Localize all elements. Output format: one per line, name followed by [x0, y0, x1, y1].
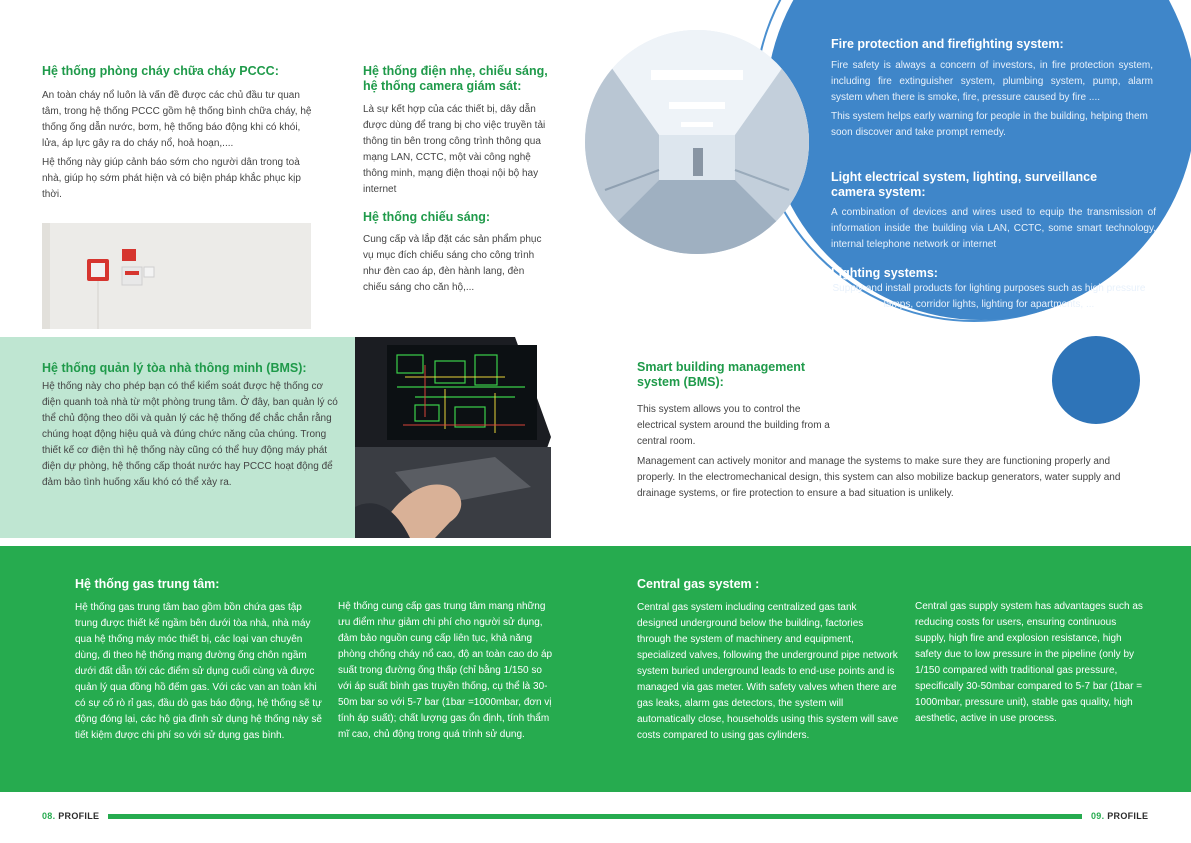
- light-current-section-vi: [363, 64, 563, 198]
- footer-right-page-number: 09.: [1091, 811, 1105, 821]
- pccc-section-vi: [42, 64, 312, 203]
- en-lighting-title: Lighting systems:: [831, 266, 938, 280]
- gas-section-en-2: [915, 599, 1145, 727]
- en-fire-paragraph-1: Fire safety is always a concern of investors, in fire protection system, including fire extinguisher system, plumbing system, pump, alarm system when there is smoke, fire, pressure caused by fire ....: [831, 60, 1153, 103]
- gas-section-vi: [75, 577, 325, 744]
- en-light-current-paragraph: A combination of devices and wires used to equip the transmission of information inside the building via LAN, CCTC, some smart technology, internal telephone network or internet: [831, 207, 1156, 250]
- en-bms-title: Smart building management system (BMS):: [637, 360, 806, 389]
- en-fire-title: Fire protection and firefighting system:: [831, 37, 1064, 51]
- fire-alarm-photo: [42, 223, 311, 329]
- light-current-paragraph: Là sự kết hợp của các thiết bị, dây dẫn được dùng để trang bị cho việc truyền tải thông tin bên trong công trình thông qua mạng LAN, CCTC, một vài công nghệ thông minh, mạng điện thoại nội bộ hay internet: [363, 104, 546, 195]
- pccc-paragraph-1: An toàn cháy nổ luôn là vấn đề được các chủ đầu tư quan tâm, trong hệ thống PCCC gồm hệ thống bình chữa cháy, hệ thống ống dẫn nước, bơm, hệ thống báo động khi có khói, lửa, áp lực gây ra do cháy nổ, hoả hoạn,....: [42, 90, 312, 149]
- en-bms-paragraph-2: Management can actively monitor and manage the systems to make sure they are functioning properly and properly. In the electromechanical design, this system can also mobilize backup generators, water supply and drainage systems, or fire protection to ensure a bad situation is unlikely.: [637, 456, 1121, 499]
- footer-right: [1091, 811, 1148, 821]
- fire-section-en: [831, 37, 1153, 141]
- en-gas-col-2: Central gas supply system has advantages such as reducing costs for users, ensuring continuous supply, high fire and explosion resistance, high safety due to low pressure in the pipeline (only by 1/150 compared with traditional gas pressure, specifically 30-50mbar compared to 5-7 bar (1bar = 1000mbar, pressure unit), stable gas quality, high aesthetic, active in use process.: [915, 601, 1143, 724]
- en-bms-paragraph-1: This system allows you to control the electrical system around the building from a central room.: [637, 404, 830, 447]
- footer-right-label: PROFILE: [1107, 811, 1149, 821]
- lighting-section-en: [831, 266, 1147, 313]
- lighting-section-vi: [363, 210, 553, 296]
- light-current-section-en: [831, 170, 1156, 253]
- gas-section-vi-2: [338, 599, 558, 743]
- en-gas-title: Central gas system :: [637, 577, 760, 591]
- footer-left-label: PROFILE: [58, 811, 100, 821]
- gas-col-1: Hệ thống gas trung tâm bao gồm bồn chứa gas tập trung được thiết kế ngầm bên dưới tòa nhà, nhà máy qua hệ thống máy móc thiết bị, các loại van chuyên dùng, đi theo hệ thống mạng đường ống chôn ngầm dưới đất dẫn tới các điểm sử dụng cuối cùng và được quản lý qua đồng hồ đếm gas. Với các van an toàn khi có sự cố rò rỉ gas, đầu dò gas báo động, hệ thống sẽ tự động đóng lại, các hộ gia đình sử dụng hệ thống này sẽ tiết kiệm được chi phí so với sử dụng gas bình.: [75, 602, 322, 741]
- pccc-title: Hệ thống phòng cháy chữa cháy PCCC:: [42, 64, 279, 78]
- en-fire-paragraph-2: This system helps early warning for people in the building, helping them soon discover and take prompt remedy.: [831, 111, 1148, 138]
- pccc-paragraph-2: Hệ thống này giúp cảnh báo sớm cho người dân trong toà nhà, giúp họ sớm phát hiện và có biện pháp khắc phục kịp thời.: [42, 157, 301, 200]
- control-room-photo: [355, 337, 551, 538]
- lighting-title: Hệ thống chiếu sáng:: [363, 210, 491, 224]
- light-current-title: Hệ thống điện nhẹ, chiếu sáng, hệ thống camera giám sát:: [363, 64, 548, 93]
- small-blue-circle: [1052, 336, 1140, 424]
- en-lighting-paragraph: Supply and install products for lighting purposes such as high pressure lamps, corridor lights, lighting for apartments, ...: [832, 283, 1146, 310]
- footer-divider: [108, 814, 1082, 819]
- bms-title: Hệ thống quản lý tòa nhà thông minh (BMS):: [42, 361, 307, 375]
- lighting-paragraph: Cung cấp và lắp đặt các sản phẩm phục vụ mục đích chiếu sáng cho công trình như đèn cao áp, đèn hành lang, đèn chiếu sáng cho căn hộ,...: [363, 234, 542, 293]
- gas-col-2: Hệ thống cung cấp gas trung tâm mang những ưu điểm như giảm chi phí cho người sử dụng, đảm bảo nguồn cung cấp liên tục, khả năng phòng chống cháy nổ cao, độ an toàn cao do áp suất trong đường ống thấp (chỉ bằng 1/150 so với áp suất bình gas truyền thống, cụ thể là 30-50m bar so với 5-7 bar (1bar =1000mbar, đơn vị tính áp suất); chất lượng gas ổn định, tính thẩm mĩ cao, chủ động trong quá trình sử dụng.: [338, 601, 553, 740]
- bms-section-en-2: [637, 454, 1149, 502]
- corridor-lighting-photo: [585, 30, 809, 254]
- footer-left: [42, 811, 99, 821]
- bms-paragraph: Hệ thống này cho phép bạn có thể kiểm soát được hệ thống cơ điện quanh toà nhà từ một phòng trung tâm. Ở đây, ban quản lý có thể chủ động theo dõi và quản lý các hệ thống để chắc chắn rằng chúng hoạt động hiệu quả và đúng chức năng của chúng. Trong thiết kế cơ điện thì hệ thống này cũng có thể huy động máy phát điện dự phòng, hệ thống cấp thoát nước hay PCCC hoạt động để đảm bảo tình huống xấu khó có thể xảy ra.: [42, 381, 338, 488]
- bms-section-en: [637, 360, 837, 450]
- gas-title: Hệ thống gas trung tâm:: [75, 577, 220, 591]
- footer-left-page-number: 08.: [42, 811, 56, 821]
- gas-section-en: [637, 577, 899, 744]
- en-gas-col-1: Central gas system including centralized gas tank designed underground below the building, factories through the system of machinery and equipment, specialized valves, following the underground pipe network system buried underground leads to end-use points and is managed via gas meter. With safety valves when there are gas leaks, alarm gas detectors, the system will automatically close, households using this system will save costs compared to using gas cylinders.: [637, 602, 899, 741]
- bms-section-vi: [42, 361, 342, 491]
- en-light-current-title: Light electrical system, lighting, surveillance camera system:: [831, 170, 1098, 199]
